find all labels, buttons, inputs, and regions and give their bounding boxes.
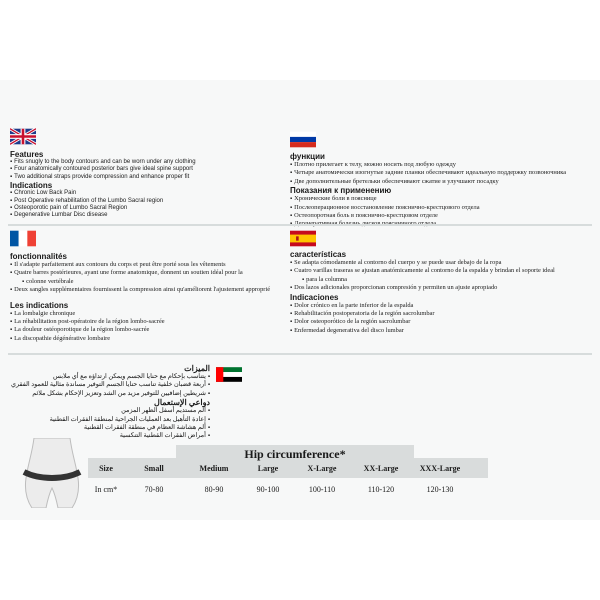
size-name-cell: XXX-Large	[419, 463, 461, 473]
size-chart-title: Hip circumference*	[176, 445, 414, 463]
russia-flag-icon	[290, 131, 316, 148]
list-item: ▪ ألم مستديم أسفل الظهر المزمن	[10, 407, 210, 415]
size-name-cell: X-Large	[307, 463, 337, 473]
list-item: ▪ Две дополнительные бретельки обеспечивают сжатие и улучшают посадку	[290, 178, 566, 186]
size-name-cell: XX-Large	[363, 463, 399, 473]
uae-flag-icon	[216, 366, 242, 383]
list-item: ▪ La douleur ostéoporotique de la région lombo-sacrée	[10, 326, 270, 334]
section-ar	[10, 364, 210, 441]
list-item: ▪ يتناسب بإحكام مع حنايا الجسم ويمكن ارتداؤه مع أي ملابس	[10, 373, 210, 381]
list-item: ▪ Хронические боли в пояснице	[290, 195, 566, 203]
size-range-cell: 90-100	[256, 484, 280, 494]
list-item: ▪ Четыре анатомически изогнутые задние планки обеспечивают идеальную поддержку позвоночника	[290, 169, 566, 177]
list-item: ▪ La discopathie dégénérative lombaire	[10, 335, 270, 343]
size-name-cell: Medium	[199, 463, 229, 473]
list-item: ▪ Fits snugly to the body contours and can be worn under any clothing	[10, 159, 196, 166]
features-heading-ar: الميزات	[184, 364, 210, 373]
france-flag-icon	[10, 230, 36, 247]
size-table	[88, 461, 470, 497]
list-item: ▪ أمراض الفقرات القطنية التنكسية	[10, 432, 210, 440]
section-es	[290, 250, 555, 335]
section-fr	[10, 252, 270, 343]
size-name-cell: Large	[257, 463, 279, 473]
list-item: ▪ Dolor osteoporótico de la región sacrolumbar	[290, 318, 555, 326]
list-item: ▪ La lombalgie chronique	[10, 310, 270, 318]
list-item: ▪ Deux sangles supplémentaires fournissent la compression ainsi qu'améliorent l'ajustement approprié	[10, 286, 270, 294]
indications-heading-es: Indicaciones	[290, 292, 339, 302]
list-item: ▪ Post Operative rehabilitation of the Lumbo Sacral region	[10, 198, 196, 205]
table-row	[88, 475, 470, 497]
list-item: ▪ Four anatomically contoured posterior bars give ideal spine support	[10, 166, 196, 173]
list-item: ▪ Se adapta cómodamente al contorno del cuerpo y se puede usar debajo de la ropa	[290, 259, 555, 267]
list-item: ▪ La réhabilitation post-opératoire de la région lombo-sacrée	[10, 318, 270, 326]
list-item: ▪ Two additional straps provide compression and enhance proper fit	[10, 174, 196, 181]
list-item: ▪ Chronic Low Back Pain	[10, 190, 196, 197]
section-divider	[8, 353, 592, 355]
indications-heading-en: Indications	[10, 181, 53, 191]
size-range-cell: 120-130	[426, 484, 454, 494]
indications-heading-ar: دواعي الإستعمال	[154, 398, 210, 408]
size-name-cell: Small	[144, 463, 164, 473]
list-item: ▪ Il s'adapte parfaitement aux contours du corps et peut être porté sous les vêtements	[10, 261, 270, 269]
size-header-cell: Size	[99, 463, 113, 473]
spain-flag-icon	[290, 230, 316, 247]
size-range-cell: 110-120	[367, 484, 395, 494]
unit-label-cell: In cm*	[94, 484, 118, 494]
features-heading-en: Features	[10, 150, 44, 159]
list-item: ▪ Cuatro varillas traseras se ajustan anatómicamente al contorno de la espalda y brindan el soporte ideal	[290, 267, 555, 275]
list-item: ▪ para la columna	[290, 276, 555, 284]
list-item: ▪ Osteoporotic pain of Lumbo Sacral Region	[10, 205, 196, 212]
list-item: ▪ Остеопоротная боль в пояснично-крестцовом отделе	[290, 212, 566, 220]
list-item: ▪ إعادة التأهيل بعد العمليات الجراحية لمنطقة الفقرات القطنية	[10, 416, 210, 424]
features-heading-ru: функции	[290, 152, 325, 161]
indications-heading-fr: Les indications	[10, 300, 69, 310]
section-en	[10, 150, 196, 220]
list-item: ▪ Послеоперационное восстановление пояснично-крестцового отдела	[290, 204, 566, 212]
features-heading-fr: fonctionnalités	[10, 252, 67, 261]
list-item: ▪ أربعة قضبان خلفية تناسب حنايا الجسم التوفير مساندة مثالية للعمود الفقري	[10, 381, 210, 389]
table-row	[88, 461, 470, 475]
list-item: ▪ شريطين إضافيين للتوفير مزيد من الشد وتعزيز الإحكام بشكل ملائم	[10, 390, 210, 398]
indications-heading-ru: Показания к применению	[290, 186, 392, 196]
section-ru	[290, 152, 566, 229]
uk-flag-icon	[10, 128, 36, 145]
size-range-cell: 70-80	[144, 484, 164, 494]
hip-silhouette-icon	[20, 438, 84, 508]
list-item: ▪ ألم هشاشة العظام في منطقة الفقرات القطنية	[10, 424, 210, 432]
list-item: ▪ Degenerative Lumbar Disc disease	[10, 212, 196, 219]
list-item: ▪ Enfermedad degenerativa del disco lumbar	[290, 327, 555, 335]
list-item: ▪ Rehabilitación postoperatoria de la región sacrolumbar	[290, 310, 555, 318]
features-heading-es: características	[290, 250, 347, 259]
list-item: ▪ Dos lazos adicionales proporcionan compresión y permiten un ajuste apropiado	[290, 284, 555, 292]
list-item: ▪ Quatre barres postérieures, ayant une forme anatomique, donnent un soutien idéal pour la	[10, 269, 270, 277]
size-range-cell: 80-90	[204, 484, 224, 494]
section-divider	[8, 224, 592, 226]
list-item: ▪ Dolor crónico en la parte inferior de la espalda	[290, 302, 555, 310]
size-range-cell: 100-110	[308, 484, 336, 494]
list-item: ▪ Плотно прилегает к телу, можно носить под любую одежду	[290, 161, 566, 169]
list-item: ▪ colonne vertébrale	[10, 278, 270, 286]
